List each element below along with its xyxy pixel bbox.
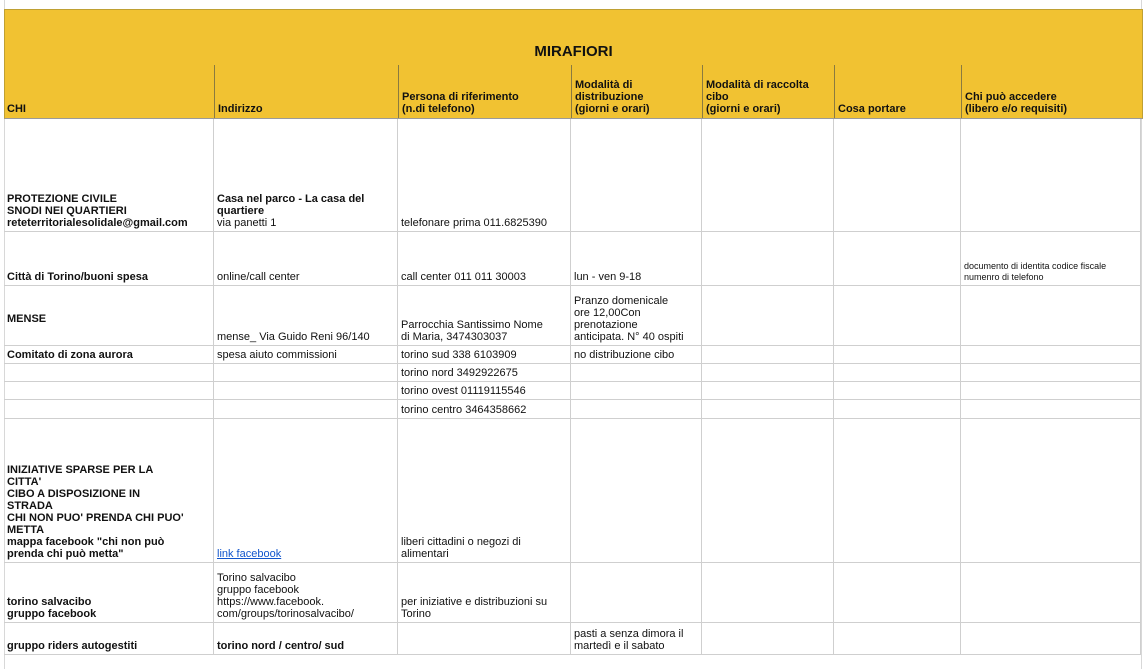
cell-accesso[interactable] (961, 623, 1141, 655)
cell-chi[interactable] (4, 364, 214, 382)
cell-chi[interactable] (4, 400, 214, 419)
cell-raccolta[interactable] (702, 400, 834, 419)
cell-persona[interactable]: torino nord 3492922675 (398, 364, 571, 382)
cell-distribuzione[interactable]: Pranzo domenicale ore 12,00Con prenotazione anticipata. N° 40 ospiti (571, 286, 702, 346)
cell-chi[interactable]: PROTEZIONE CIVILE SNODI NEI QUARTIERI reteterritorialesolidale@gmail.com (4, 119, 214, 232)
header-distribuzione[interactable]: Modalità di distribuzione (giorni e orari) (571, 65, 702, 118)
cell-persona[interactable]: per iniziative e distribuzioni su Torino (398, 563, 571, 623)
cell-raccolta[interactable] (702, 563, 834, 623)
cell-raccolta[interactable] (702, 419, 834, 563)
cell-raccolta[interactable] (702, 346, 834, 364)
header-indirizzo[interactable]: Indirizzo (214, 65, 398, 118)
cell-chi[interactable]: torino salvacibo gruppo facebook (4, 563, 214, 623)
cell-portare[interactable] (834, 286, 961, 346)
cell-portare[interactable] (834, 419, 961, 563)
cell-distribuzione[interactable] (571, 364, 702, 382)
cell-distribuzione[interactable] (571, 563, 702, 623)
header-chi[interactable]: CHI (7, 103, 26, 115)
cell-distribuzione[interactable]: lun - ven 9-18 (571, 232, 702, 286)
sheet-title: MIRAFIORI (534, 43, 613, 60)
cell-distribuzione[interactable]: no distribuzione cibo (571, 346, 702, 364)
cell-persona[interactable]: telefonare prima 011.6825390 (398, 119, 571, 232)
cell-accesso[interactable] (961, 563, 1141, 623)
cell-persona[interactable]: Parrocchia Santissimo Nome di Maria, 3474303037 (398, 286, 571, 346)
cell-portare[interactable] (834, 400, 961, 419)
cell-accesso[interactable] (961, 119, 1141, 232)
cell-portare[interactable] (834, 346, 961, 364)
cell-persona[interactable]: liberi cittadini o negozi di alimentari (398, 419, 571, 563)
header-persona[interactable]: Persona di riferimento (n.di telefono) (398, 65, 571, 118)
cell-raccolta[interactable] (702, 232, 834, 286)
cell-chi[interactable]: Città di Torino/buoni spesa (4, 232, 214, 286)
cell-indirizzo[interactable]: spesa aiuto commissioni (214, 346, 398, 364)
cell-accesso[interactable] (961, 419, 1141, 563)
cell-portare[interactable] (834, 382, 961, 400)
cell-raccolta[interactable] (702, 382, 834, 400)
cell-distribuzione[interactable]: pasti a senza dimora il martedì e il sabato (571, 623, 702, 655)
cell-persona[interactable]: torino ovest 01119115546 (398, 382, 571, 400)
cell-accesso[interactable] (961, 364, 1141, 382)
cell-persona[interactable]: torino centro 3464358662 (398, 400, 571, 419)
cell-indirizzo[interactable]: online/call center (214, 232, 398, 286)
cell-accesso[interactable] (961, 286, 1141, 346)
cell-chi[interactable] (4, 382, 214, 400)
cell-chi[interactable]: MENSE (4, 286, 214, 346)
cell-raccolta[interactable] (702, 623, 834, 655)
header-accesso[interactable]: Chi può accedere (libero e/o requisiti) (961, 65, 1141, 118)
cell-accesso[interactable] (961, 400, 1141, 419)
cell-persona[interactable] (398, 623, 571, 655)
cell-distribuzione[interactable] (571, 119, 702, 232)
cell-chi[interactable]: gruppo riders autogestiti (4, 623, 214, 655)
cell-portare[interactable] (834, 364, 961, 382)
cell-portare[interactable] (834, 563, 961, 623)
cell-portare[interactable] (834, 623, 961, 655)
cell-chi[interactable]: INIZIATIVE SPARSE PER LA CITTA' CIBO A DISPOSIZIONE IN STRADA CHI NON PUO' PRENDA CHI PUO' METTA mappa facebook "chi non può prenda chi può metta" (4, 419, 214, 563)
cell-portare[interactable] (834, 232, 961, 286)
cell-distribuzione[interactable] (571, 382, 702, 400)
cell-indirizzo[interactable]: torino nord / centro/ sud (214, 623, 398, 655)
cell-persona[interactable]: call center 011 011 30003 (398, 232, 571, 286)
cell-portare[interactable] (834, 119, 961, 232)
cell-distribuzione[interactable] (571, 400, 702, 419)
cell-persona[interactable]: torino sud 338 6103909 (398, 346, 571, 364)
facebook-link[interactable]: link facebook (214, 419, 398, 563)
cell-chi[interactable]: Comitato di zona aurora (4, 346, 214, 364)
cell-indirizzo[interactable] (214, 400, 398, 419)
cell-indirizzo[interactable] (214, 364, 398, 382)
header-cosa-portare[interactable]: Cosa portare (834, 65, 961, 118)
cell-indirizzo[interactable]: mense_ Via Guido Reni 96/140 (214, 286, 398, 346)
cell-accesso[interactable] (961, 346, 1141, 364)
cell-indirizzo[interactable]: Torino salvacibo gruppo facebook https://www.facebook. com/groups/torinosalvacibo/ (214, 563, 398, 623)
title-band[interactable] (4, 9, 1143, 66)
cell-indirizzo[interactable]: Casa nel parco - La casa del quartiere via panetti 1 (214, 119, 398, 232)
cell-indirizzo[interactable] (214, 382, 398, 400)
cell-raccolta[interactable] (702, 119, 834, 232)
cell-accesso[interactable] (961, 382, 1141, 400)
header-raccolta[interactable]: Modalità di raccolta cibo (giorni e orari) (702, 65, 834, 118)
cell-accesso[interactable]: documento di identita codice fiscale numenro di telefono (961, 232, 1141, 286)
cell-raccolta[interactable] (702, 286, 834, 346)
cell-distribuzione[interactable] (571, 419, 702, 563)
cell-raccolta[interactable] (702, 364, 834, 382)
